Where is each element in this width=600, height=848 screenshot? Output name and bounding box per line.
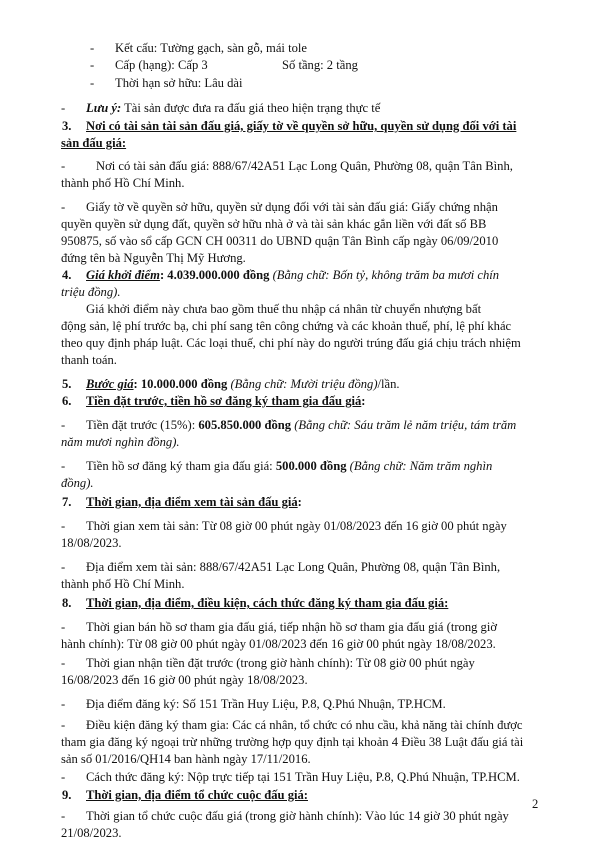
list-dash: -: [61, 459, 66, 473]
section-4-number: 4.: [62, 268, 72, 282]
giay-to-line: Giấy tờ về quyền sở hữu, quyền sử dụng đối với tài sản đấu giá: Giấy chứng nhận: [86, 200, 498, 214]
gia-khoi-diem-note-3: theo quy định pháp luật. Các loại thuế, chi phí này do người trúng đấu giá chịu trách nhiệm: [61, 336, 521, 350]
list-dash: -: [61, 519, 66, 533]
gia-khoi-diem-words-cont: triệu đồng).: [61, 285, 121, 299]
noi-co-tai-san-line-cont: thành phố Hồ Chí Minh.: [61, 176, 185, 190]
section-6-title: Tiền đặt trước, tiền hồ sơ đăng ký tham gia đấu giá: [86, 394, 362, 408]
gia-khoi-diem-note-2: động sản, lệ phí trước bạ, chi phí sang tên công chứng và các khoản thuế, phí, lệ phí khác: [61, 319, 512, 333]
list-dash: -: [61, 770, 66, 784]
tien-dat-truoc-prefix: Tiền đặt trước (15%):: [86, 418, 199, 432]
list-dash: -: [90, 41, 95, 55]
section-5-number: 5.: [62, 377, 72, 391]
gia-khoi-diem-note-4: thanh toán.: [61, 353, 117, 367]
gia-khoi-diem-words: (Bằng chữ: Bốn tỷ, không trăm ba mươi chín: [269, 268, 500, 282]
nhan-tien-dat-truoc-line: Thời gian nhận tiền đặt trước (trong giờ hành chính): Từ 08 giờ 00 phút ngày: [86, 656, 475, 670]
section-3-title-cont: sản đấu giá:: [61, 136, 127, 150]
cap-hang-line: Cấp (hạng): Cấp 3: [115, 58, 208, 72]
ban-ho-so-line-cont: hành chính): Từ 08 giờ 00 phút ngày 01/08/2023 đến 16 giờ 00 phút ngày 18/08/2023.: [61, 637, 496, 651]
list-dash: -: [90, 58, 95, 72]
tien-ho-so-words-cont: đồng).: [61, 476, 94, 490]
thoi-gian-to-chuc-line-cont: 21/08/2023.: [61, 826, 122, 840]
so-tang-line: Số tầng: 2 tầng: [282, 58, 358, 72]
section-7-title-line: [86, 495, 302, 510]
gia-khoi-diem-line: [86, 268, 499, 283]
section-6-title-line: [86, 394, 366, 409]
ket-cau-line: Kết cấu: Tường gạch, sàn gỗ, mái tole: [115, 41, 307, 55]
buoc-gia-tail: /lần.: [377, 377, 400, 391]
gia-khoi-diem-note: Giá khởi điểm này chưa bao gồm thuế thu nhập cá nhân từ chuyển nhượng bất: [86, 302, 482, 316]
section-3-title: Nơi có tài sản tài sản đấu giá, giấy tờ về quyền sở hữu, quyền sử dụng đối với tài: [86, 119, 517, 133]
page-number: 2: [532, 797, 539, 811]
tien-dat-truoc-words: (Bằng chữ: Sáu trăm lẻ năm triệu, tám trăm: [291, 418, 517, 432]
tien-dat-truoc-line: [86, 418, 516, 433]
cach-thuc-dang-ky-line: Cách thức đăng ký: Nộp trực tiếp tại 151 Trần Huy Liệu, P.8, Q.Phú Nhuận, TP.HCM.: [86, 770, 520, 784]
list-dash: -: [61, 418, 66, 432]
section-8-title: Thời gian, địa điểm, điều kiện, cách thức đăng ký tham gia đấu giá:: [86, 596, 449, 610]
list-dash: -: [61, 656, 66, 670]
buoc-gia-words: (Bằng chữ: Mười triệu đồng): [227, 377, 378, 391]
list-dash: -: [61, 200, 66, 214]
tien-ho-so-words: (Bằng chữ: Năm trăm nghìn: [346, 459, 493, 473]
section-6-number: 6.: [62, 394, 72, 408]
gia-khoi-diem-value: : 4.039.000.000 đồng: [159, 268, 270, 282]
thoi-gian-xem-line-cont: 18/08/2023.: [61, 536, 122, 550]
thoi-gian-to-chuc-line: Thời gian tổ chức cuộc đấu giá (trong giờ hành chính): Vào lúc 14 giờ 30 phút ngày: [86, 809, 509, 823]
list-dash: -: [61, 620, 66, 634]
luu-y-text: Tài sản được đưa ra đấu giá theo hiện trạng thực tế: [121, 101, 381, 115]
thoi-gian-xem-line: Thời gian xem tài sản: Từ 08 giờ 00 phút ngày 01/08/2023 đến 16 giờ 00 phút ngày: [86, 519, 507, 533]
list-dash: -: [61, 159, 66, 173]
section-9-title: Thời gian, địa điểm tổ chức cuộc đấu giá:: [86, 788, 308, 802]
section-8-number: 8.: [62, 596, 72, 610]
tien-dat-truoc-words-cont: năm mươi nghìn đồng).: [61, 435, 180, 449]
ban-ho-so-line: Thời gian bán hồ sơ tham gia đấu giá, tiếp nhận hồ sơ tham gia đấu giá (trong giờ: [86, 620, 498, 634]
list-dash: -: [61, 560, 66, 574]
dia-diem-dang-ky-line: Địa điểm đăng ký: Số 151 Trần Huy Liệu, P.8, Q.Phú Nhuận, TP.HCM.: [86, 697, 446, 711]
section-9-number: 9.: [62, 788, 72, 802]
nhan-tien-dat-truoc-line-cont: 16/08/2023 đến 16 giờ 00 phút ngày 18/08/2023.: [61, 673, 308, 687]
dieu-kien-line-3: sản số 01/2016/QH14 ban hành ngày 17/11/2016.: [61, 752, 311, 766]
section-7-colon: :: [297, 495, 302, 509]
tien-ho-so-prefix: Tiền hồ sơ đăng ký tham gia đấu giá:: [86, 459, 276, 473]
buoc-gia-value: : 10.000.000 đồng: [133, 377, 228, 391]
section-3-number: 3.: [62, 119, 72, 133]
list-dash: -: [61, 718, 66, 732]
luu-y-line: [86, 101, 380, 116]
dieu-kien-line: Điều kiện đăng ký tham gia: Các cá nhân, tổ chức có nhu cầu, khả năng tài chính được: [86, 718, 523, 732]
dieu-kien-line-2: tham gia đăng ký ngoại trừ những trường hợp quy định tại khoản 4 Điều 38 Luật đấu giá tài: [61, 735, 524, 749]
list-dash: -: [90, 76, 95, 90]
section-6-colon: :: [361, 394, 366, 408]
gia-khoi-diem-label: Giá khởi điểm: [86, 268, 160, 282]
tien-ho-so-line: [86, 459, 492, 474]
thoi-han-line: Thời hạn sở hữu: Lâu dài: [115, 76, 243, 90]
giay-to-line-2: quyền quyền sử dụng đất, quyền sở hữu nhà ở và tài sản khác gắn liền với đất số BB: [61, 217, 487, 231]
tien-dat-truoc-value: 605.850.000 đồng: [198, 418, 292, 432]
section-7-number: 7.: [62, 495, 72, 509]
giay-to-line-3: 950875, số vào sổ cấp GCN CH 00311 do UBND quận Tân Bình cấp ngày 06/09/2010: [61, 234, 499, 248]
list-dash: -: [61, 809, 66, 823]
giay-to-line-4: đứng tên bà Nguyễn Thị Mỹ Hương.: [61, 251, 246, 265]
dia-diem-xem-line-cont: thành phố Hồ Chí Minh.: [61, 577, 185, 591]
tien-ho-so-value: 500.000 đồng: [275, 459, 347, 473]
section-7-title: Thời gian, địa điểm xem tài sản đấu giá: [86, 495, 298, 509]
luu-y-label: Lưu ý:: [86, 101, 122, 115]
list-dash: -: [61, 697, 66, 711]
dia-diem-xem-line: Địa điểm xem tài sản: 888/67/42A51 Lạc Long Quân, Phường 08, quận Tân Bình,: [86, 560, 501, 574]
list-dash: -: [61, 101, 66, 115]
buoc-gia-line: [86, 377, 400, 392]
noi-co-tai-san-line: Nơi có tài sản đấu giá: 888/67/42A51 Lạc Long Quân, Phường 08, quận Tân Bình,: [96, 159, 513, 173]
buoc-gia-label: Bước giá: [86, 377, 134, 391]
